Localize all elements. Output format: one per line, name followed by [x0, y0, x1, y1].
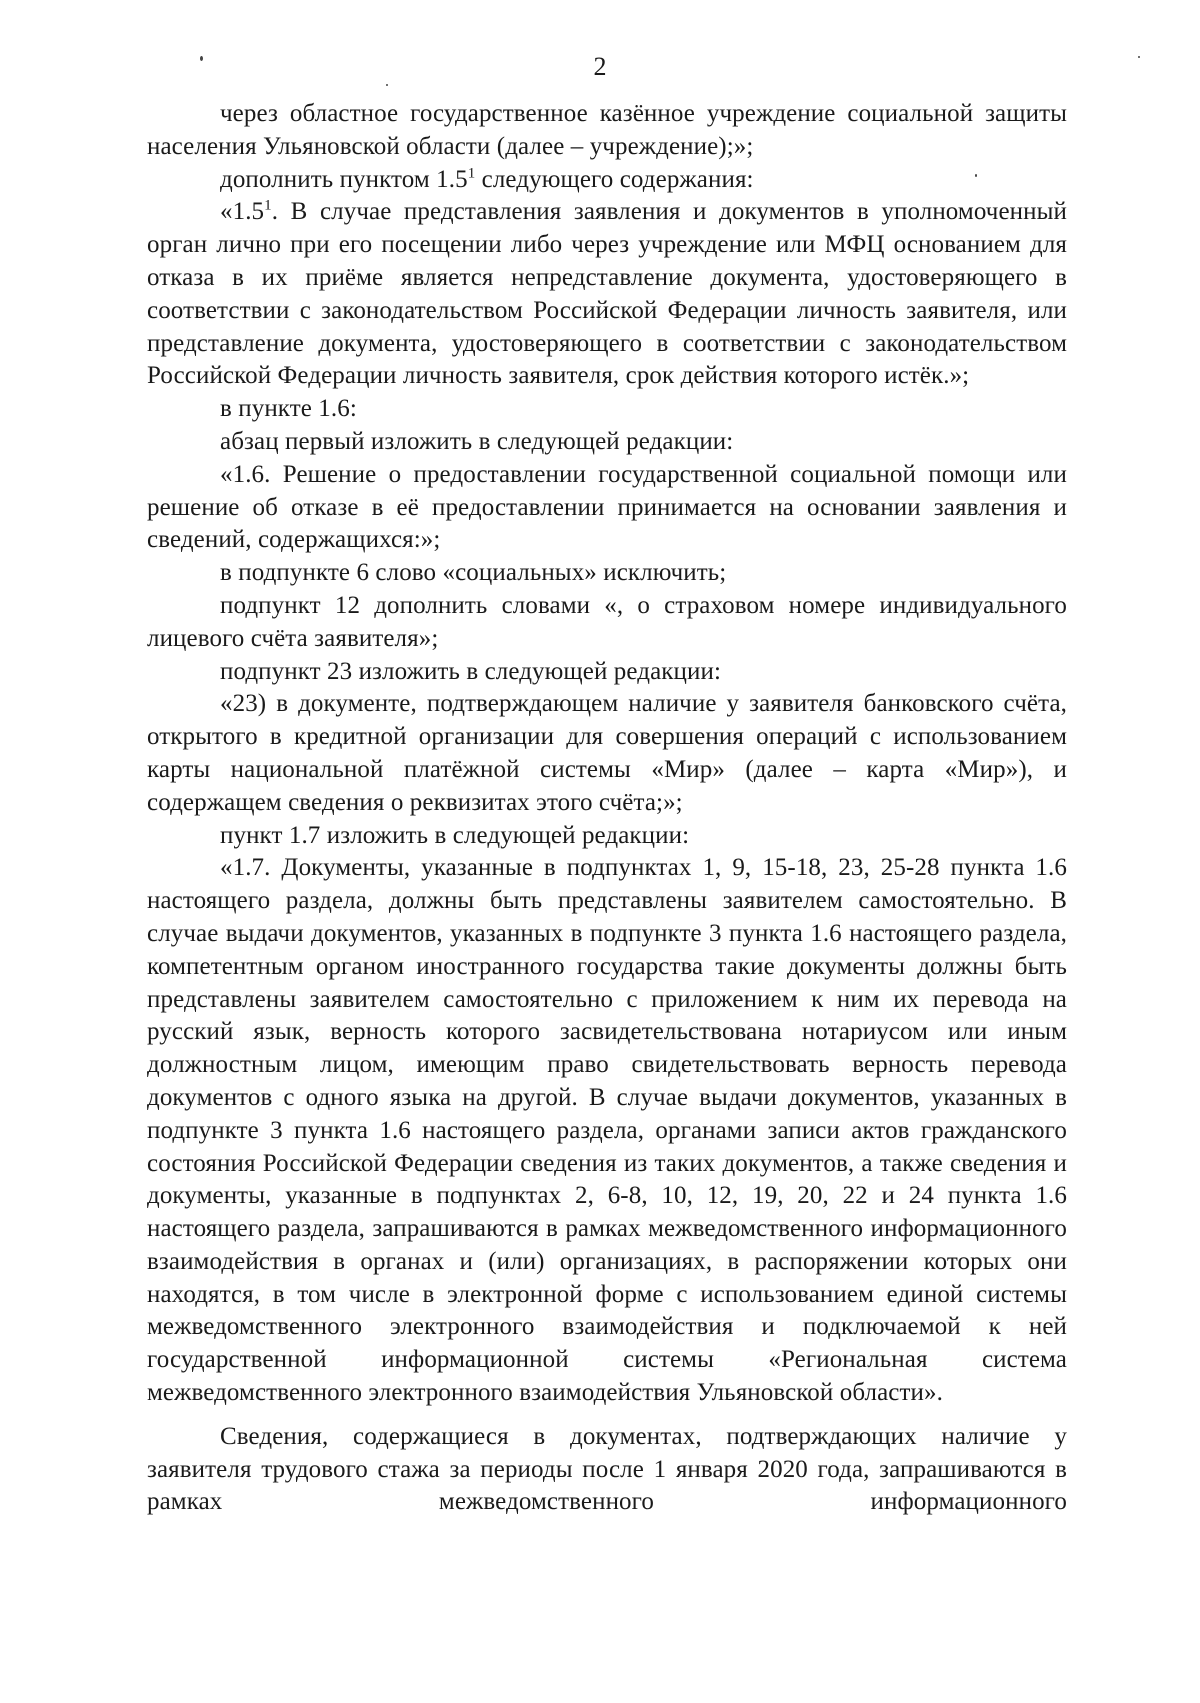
text-fragment: дополнить пунктом 1.5: [220, 165, 468, 193]
text-fragment: «1.5: [220, 198, 265, 226]
paragraph-point-1-7: «1.7. Документы, указанные в подпунктах 1, 9, 15-18, 23, 25-28 пункта 1.6 настоящего раздела, должны быть представлены заявителем самостоятельно. В случае выдачи документов, указанных в подпункте 3 пункта 1.6 настоящего раздела, компетентным органом иностранного государства такие документы должны быть представлены заявителем самостоятельно с приложением к ним их перевода на русский язык, верность которого засвидетельствована нотариусом или иным должностным лицом, имеющим право свидетельствовать верность перевода документов с одного языка на другой. В случае выдачи документов, указанных в подпункте 3 пункта 1.6 настоящего раздела, органами записи актов гражданского состояния Российской Федерации сведения из таких документов, а также сведения и документы, указанные в подпунктах 2, 6-8, 10, 12, 19, 20, 22 и 24 пункта 1.6 настоящего раздела, запрашиваются в рамках межведомственного информационного взаимодействия в органах и (или) организациях, в распоряжении которых они находятся, в том числе в электронной форме с использованием единой системы межведомственного электронного взаимодействия и подключаемой к ней государственной информационной системы «Региональная система межведомственного электронного взаимодействия Ульяновской области».: [147, 854, 1067, 1407]
paragraph-add-point-1-5-1: [147, 164, 1067, 197]
paragraph-continuation: через областное государственное казённое учреждение социальной защиты населения Ульяновской области (далее – учреждение);»;: [147, 100, 1067, 160]
paragraph-subpoint-6: в подпункте 6 слово «социальных» исключить;: [220, 559, 727, 587]
superscript: 1: [467, 165, 476, 182]
paragraph-labor-info: Сведения, содержащиеся в документах, подтверждающих наличие у заявителя трудового стажа за периоды после 1 января 2020 года, запрашиваются в рамках межведомственного информационного: [147, 1422, 1067, 1516]
paragraph-in-point-1-6: в пункте 1.6:: [220, 395, 357, 423]
paragraph-point-1-6: «1.6. Решение о предоставлении государственной социальной помощи или решение об отказе в её предоставлении принимается на основании заявления и сведений, содержащихся:»;: [147, 460, 1067, 554]
superscript: 1: [264, 198, 272, 215]
paragraph-subpoint-23-intro: подпункт 23 изложить в следующей редакции:: [220, 657, 721, 685]
paragraph-subpoint-23: «23) в документе, подтверждающем наличие у заявителя банковского счёта, открытого в кредитной организации для совершения операций с использованием карты национальной платёжной системы «Мир» (далее – карта «Мир»), и содержащем сведения о реквизитах этого счёта;»;: [147, 690, 1067, 816]
text-fragment: . В случае представления заявления и документов в уполномоченный орган лично при его посещении либо через учреждение или МФЦ основанием для отказа в их приёме является непредставление документа, удостоверяющего в соответствии с законодательством Российской Федерации личность заявителя, или представление документа, удостоверяющего в соответствии с законодательством Российской Федерации личность заявителя, срок действия которого истёк.»;: [147, 198, 1067, 390]
paragraph-first-abzac: абзац первый изложить в следующей редакции:: [220, 427, 734, 455]
paragraph-subpoint-12: подпункт 12 дополнить словами «, о страховом номере индивидуального лицевого счёта заявителя»;: [147, 591, 1067, 652]
document-body: [147, 98, 1067, 1519]
paragraph-point-1-5-1: [147, 196, 1067, 393]
text-fragment: следующего содержания:: [475, 165, 754, 193]
scan-speck: [1138, 56, 1140, 58]
scan-speck: [200, 56, 203, 61]
paragraph-point-1-7-intro: пункт 1.7 изложить в следующей редакции:: [220, 821, 690, 849]
page-number: 2: [593, 52, 607, 81]
scan-speck: [386, 84, 388, 86]
